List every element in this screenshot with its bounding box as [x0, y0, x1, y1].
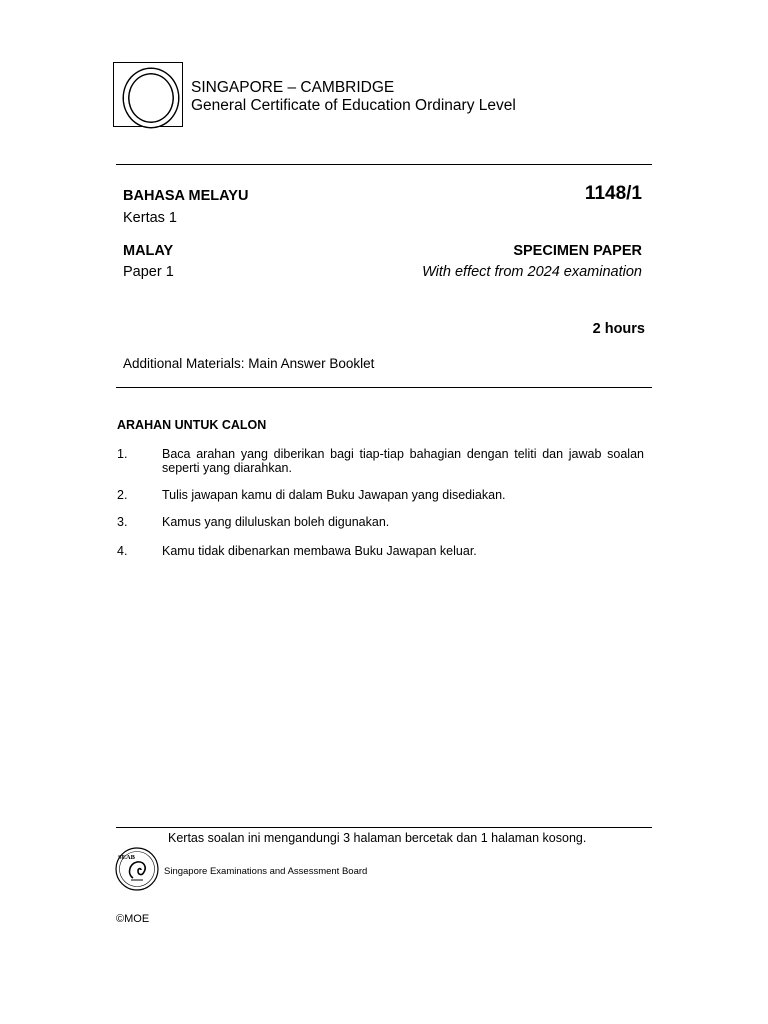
duration: 2 hours: [592, 321, 645, 337]
instruction-number: 2.: [117, 488, 128, 502]
top-divider: [116, 164, 652, 165]
board-name: Singapore Examinations and Assessment Board: [164, 866, 368, 877]
syllabus-code: 1148/1: [584, 183, 642, 204]
paper-label-malay: Kertas 1: [123, 210, 177, 226]
level-o-logo: [113, 62, 183, 127]
instruction-text: Kamus yang diluluskan boleh digunakan.: [162, 515, 390, 529]
instruction-number: 3.: [117, 515, 128, 529]
instruction-text: Baca arahan yang diberikan bagi tiap-tiap bahagian dengan teliti dan jawab soalan seperti yang diarahkan.: [162, 447, 644, 475]
seab-logo-text: SEAB: [118, 854, 135, 861]
paper-type: SPECIMEN PAPER: [513, 243, 642, 259]
instruction-number: 4.: [117, 544, 128, 558]
header-line-1: SINGAPORE – CAMBRIDGE: [191, 79, 395, 96]
footer-divider: [116, 827, 652, 828]
subject-name-english: MALAY: [123, 243, 174, 259]
subject-name-malay: BAHASA MELAYU: [123, 188, 249, 204]
page-count-note: Kertas soalan ini mengandungi 3 halaman bercetak dan 1 halaman kosong.: [168, 831, 587, 845]
instruction-number: 1.: [117, 447, 128, 461]
instructions-heading: ARAHAN UNTUK CALON: [117, 418, 267, 432]
seab-logo-icon: [113, 842, 161, 894]
o-level-circle-icon: [124, 69, 178, 127]
paper-label-english: Paper 1: [123, 264, 174, 280]
copyright: ©MOE: [116, 913, 150, 925]
effect-note: With effect from 2024 examination: [422, 264, 642, 280]
additional-materials: Additional Materials: Main Answer Booklet: [123, 356, 375, 371]
header-line-2: General Certificate of Education Ordinary Level: [191, 97, 516, 114]
middle-divider: [116, 387, 652, 388]
instruction-text: Tulis jawapan kamu di dalam Buku Jawapan yang disediakan.: [162, 488, 506, 502]
instruction-text: Kamu tidak dibenarkan membawa Buku Jawapan keluar.: [162, 544, 477, 558]
